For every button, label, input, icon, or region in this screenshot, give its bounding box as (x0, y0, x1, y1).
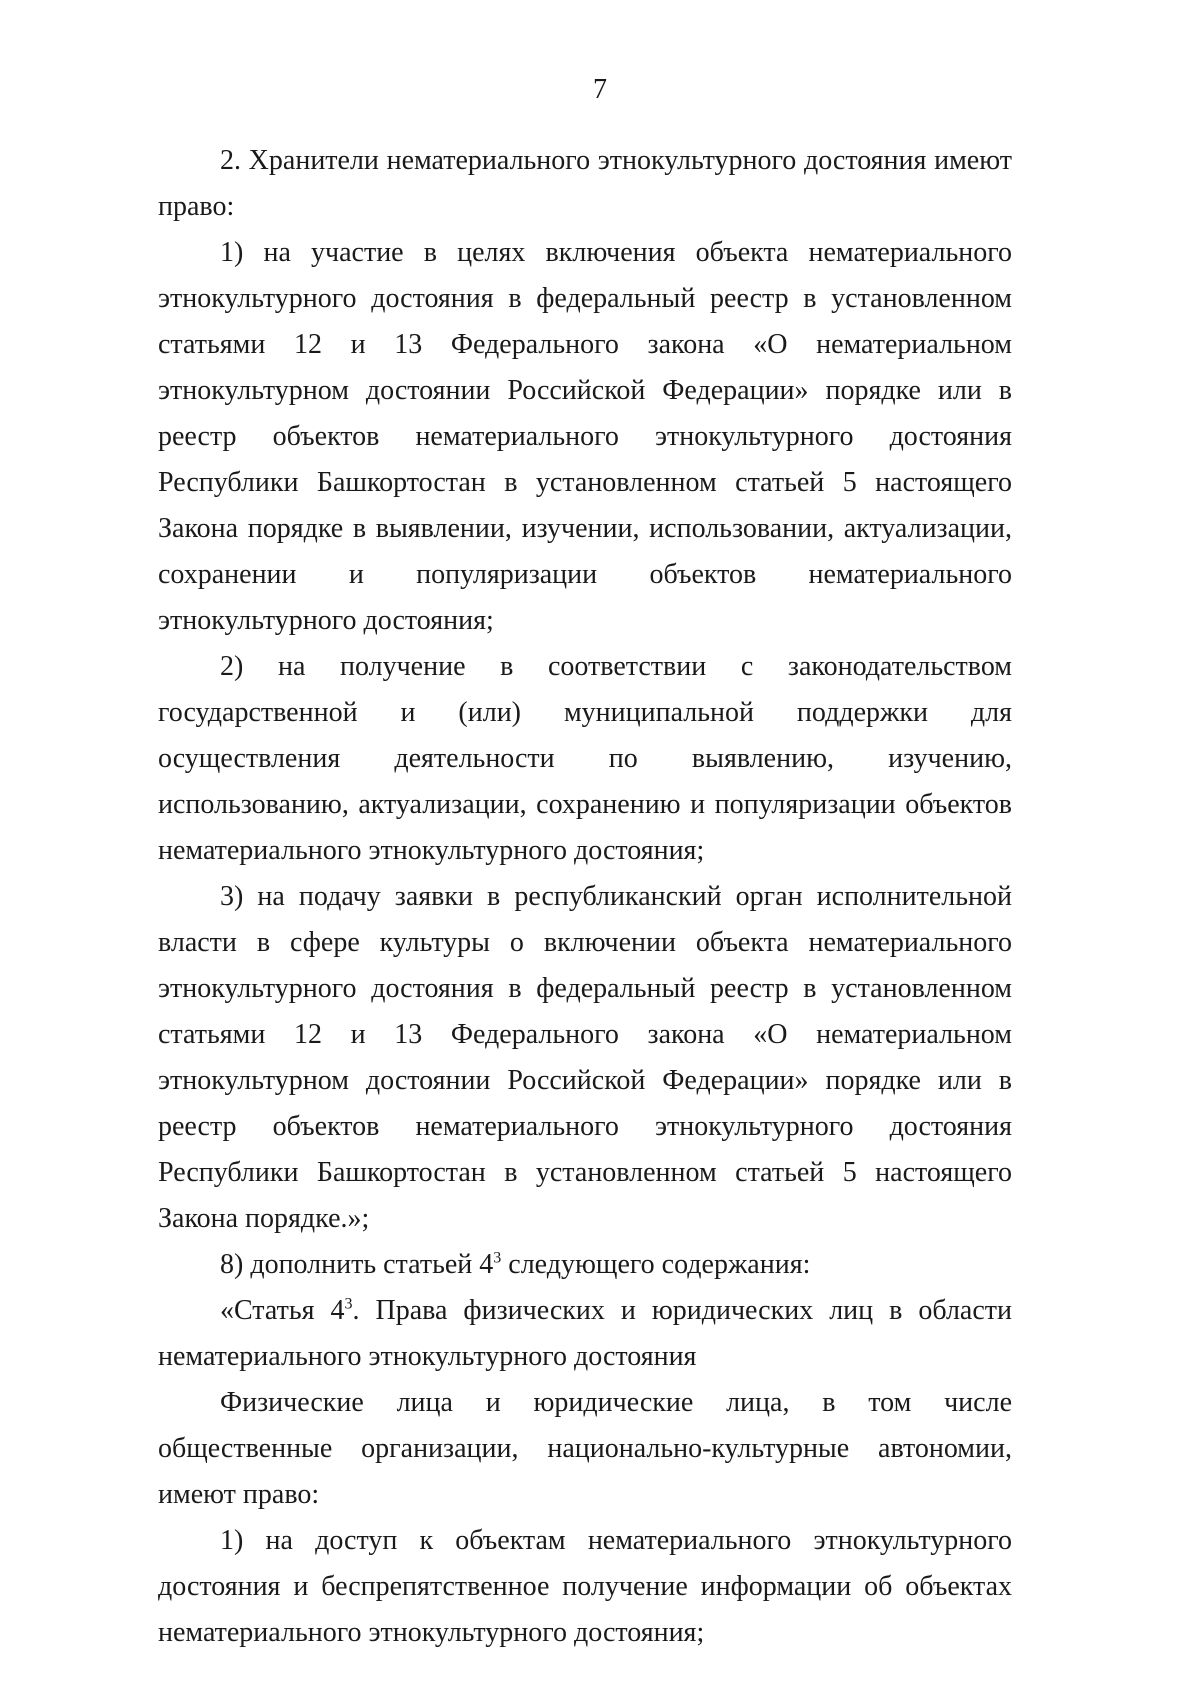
article-heading-superscript: 3 (344, 1295, 353, 1313)
page-number: 7 (593, 74, 607, 105)
document-body (158, 138, 1012, 1656)
amendment-text-start: 8) дополнить статьей 4 (220, 1249, 494, 1280)
paragraph-article-heading (158, 1288, 1012, 1380)
paragraph-persons-rights: Физические лица и юридические лица, в том числе общественные организации, национально-культурные автономии, имеют право: (158, 1387, 1012, 1510)
paragraph-amendment-8 (158, 1242, 1012, 1288)
paragraph-custodians-rights: 2. Хранители нематериального этнокультурного достояния имеют право: (158, 145, 1012, 222)
article-heading-end: . Права физических и юридических лиц в области нематериального этнокультурного достояния (158, 1295, 1012, 1372)
paragraph-item-3-application: 3) на подачу заявки в республиканский орган исполнительной власти в сфере культуры о включении объекта нематериального этнокультурного достояния в федеральный реестр в установленном статьями 12 и 13 Федерального закона «О нематериальном этнокультурном достоянии Российской Федерации» порядке или в реестр объектов нематериального этнокультурного достояния Республики Башкортостан в установленном статьей 5 настоящего Закона порядке.»; (158, 881, 1012, 1234)
article-superscript: 3 (493, 1249, 502, 1267)
amendment-text-end: следующего содержания: (501, 1249, 811, 1280)
article-heading-start: «Статья 4 (220, 1295, 345, 1326)
paragraph-item-2-support: 2) на получение в соответствии с законодательством государственной и (или) муниципальной поддержки для осуществления деятельности по выявлению, изучению, использованию, актуализации, сохранению и популяризации объектов нематериального этнокультурного достояния; (158, 651, 1012, 866)
paragraph-item-1-participation: 1) на участие в целях включения объекта нематериального этнокультурного достояния в федеральный реестр в установленном статьями 12 и 13 Федерального закона «О нематериальном этнокультурном достоянии Российской Федерации» порядке или в реестр объектов нематериального этнокультурного достояния Республики Башкортостан в установленном статьей 5 настоящего Закона порядке в выявлении, изучении, использовании, актуализации, сохранении и популяризации объектов нематериального этнокультурного достояния; (158, 237, 1012, 636)
paragraph-access-item-1: 1) на доступ к объектам нематериального этнокультурного достояния и беспрепятственное получение информации об объектах нематериального этнокультурного достояния; (158, 1525, 1012, 1648)
